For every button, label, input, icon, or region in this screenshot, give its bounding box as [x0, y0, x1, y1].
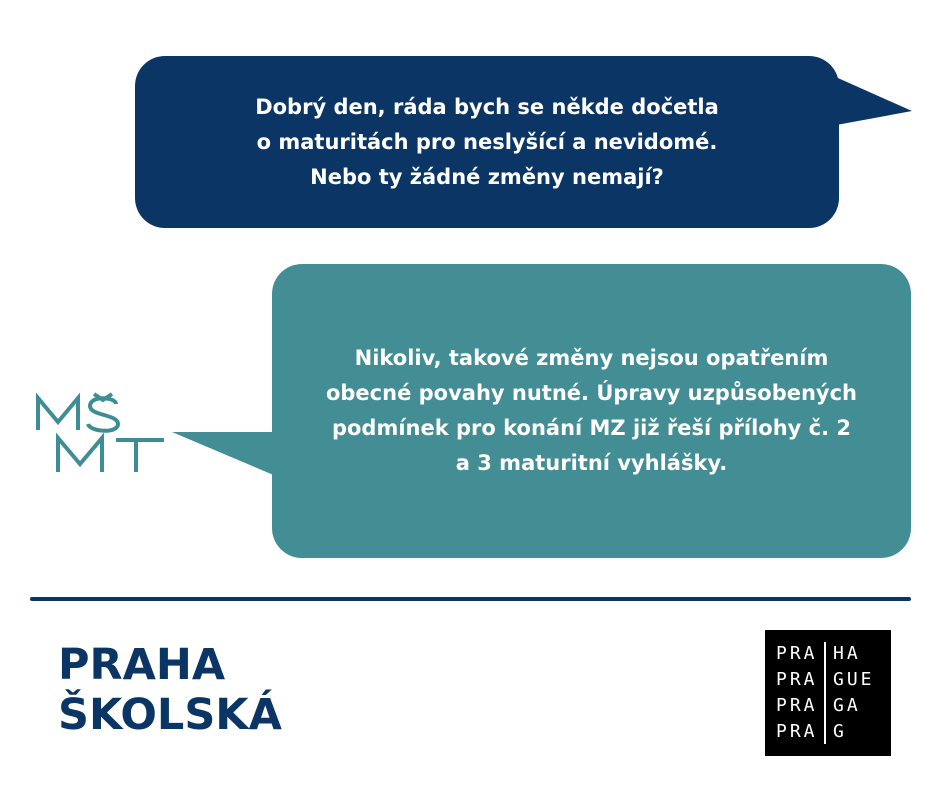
praha-city-logo: [765, 630, 891, 756]
praha-logo-right-3: GA: [833, 695, 861, 716]
praha-logo-separator: [824, 642, 826, 744]
brand-line-1: PRAHA: [58, 640, 226, 690]
answer-text: Nikoliv, takové změny nejsou opatřením obecné povahy nutné. Úpravy uzpůsobených podmínek pro konání MZ již řeší přílohy č. 2 a 3 maturitní vyhlášky.: [325, 346, 858, 475]
praha-logo-left-4: PRA: [776, 721, 818, 742]
praha-logo-left-1: PRA: [776, 643, 818, 664]
answer-bubble: [272, 264, 911, 558]
praha-logo-right-4: G: [833, 721, 847, 742]
praha-skolska-logo: [58, 640, 282, 740]
praha-logo-left-3: PRA: [776, 695, 818, 716]
praha-logo-left-column: [776, 641, 818, 745]
divider-line: [30, 597, 911, 601]
praha-logo-right-1: HA: [833, 643, 861, 664]
praha-logo-left-2: PRA: [776, 669, 818, 690]
praha-logo-right-column: [833, 641, 875, 745]
praha-logo-right-2: GUE: [833, 669, 875, 690]
msmt-logo: [32, 392, 166, 474]
brand-line-2: ŠKOLSKÁ: [58, 690, 282, 740]
question-bubble: [135, 56, 839, 228]
question-text: Dobrý den, ráda bych se někde dočetla o maturitách pro neslyšící a nevidomé. Nebo ty žádné změny nemají?: [255, 94, 719, 189]
